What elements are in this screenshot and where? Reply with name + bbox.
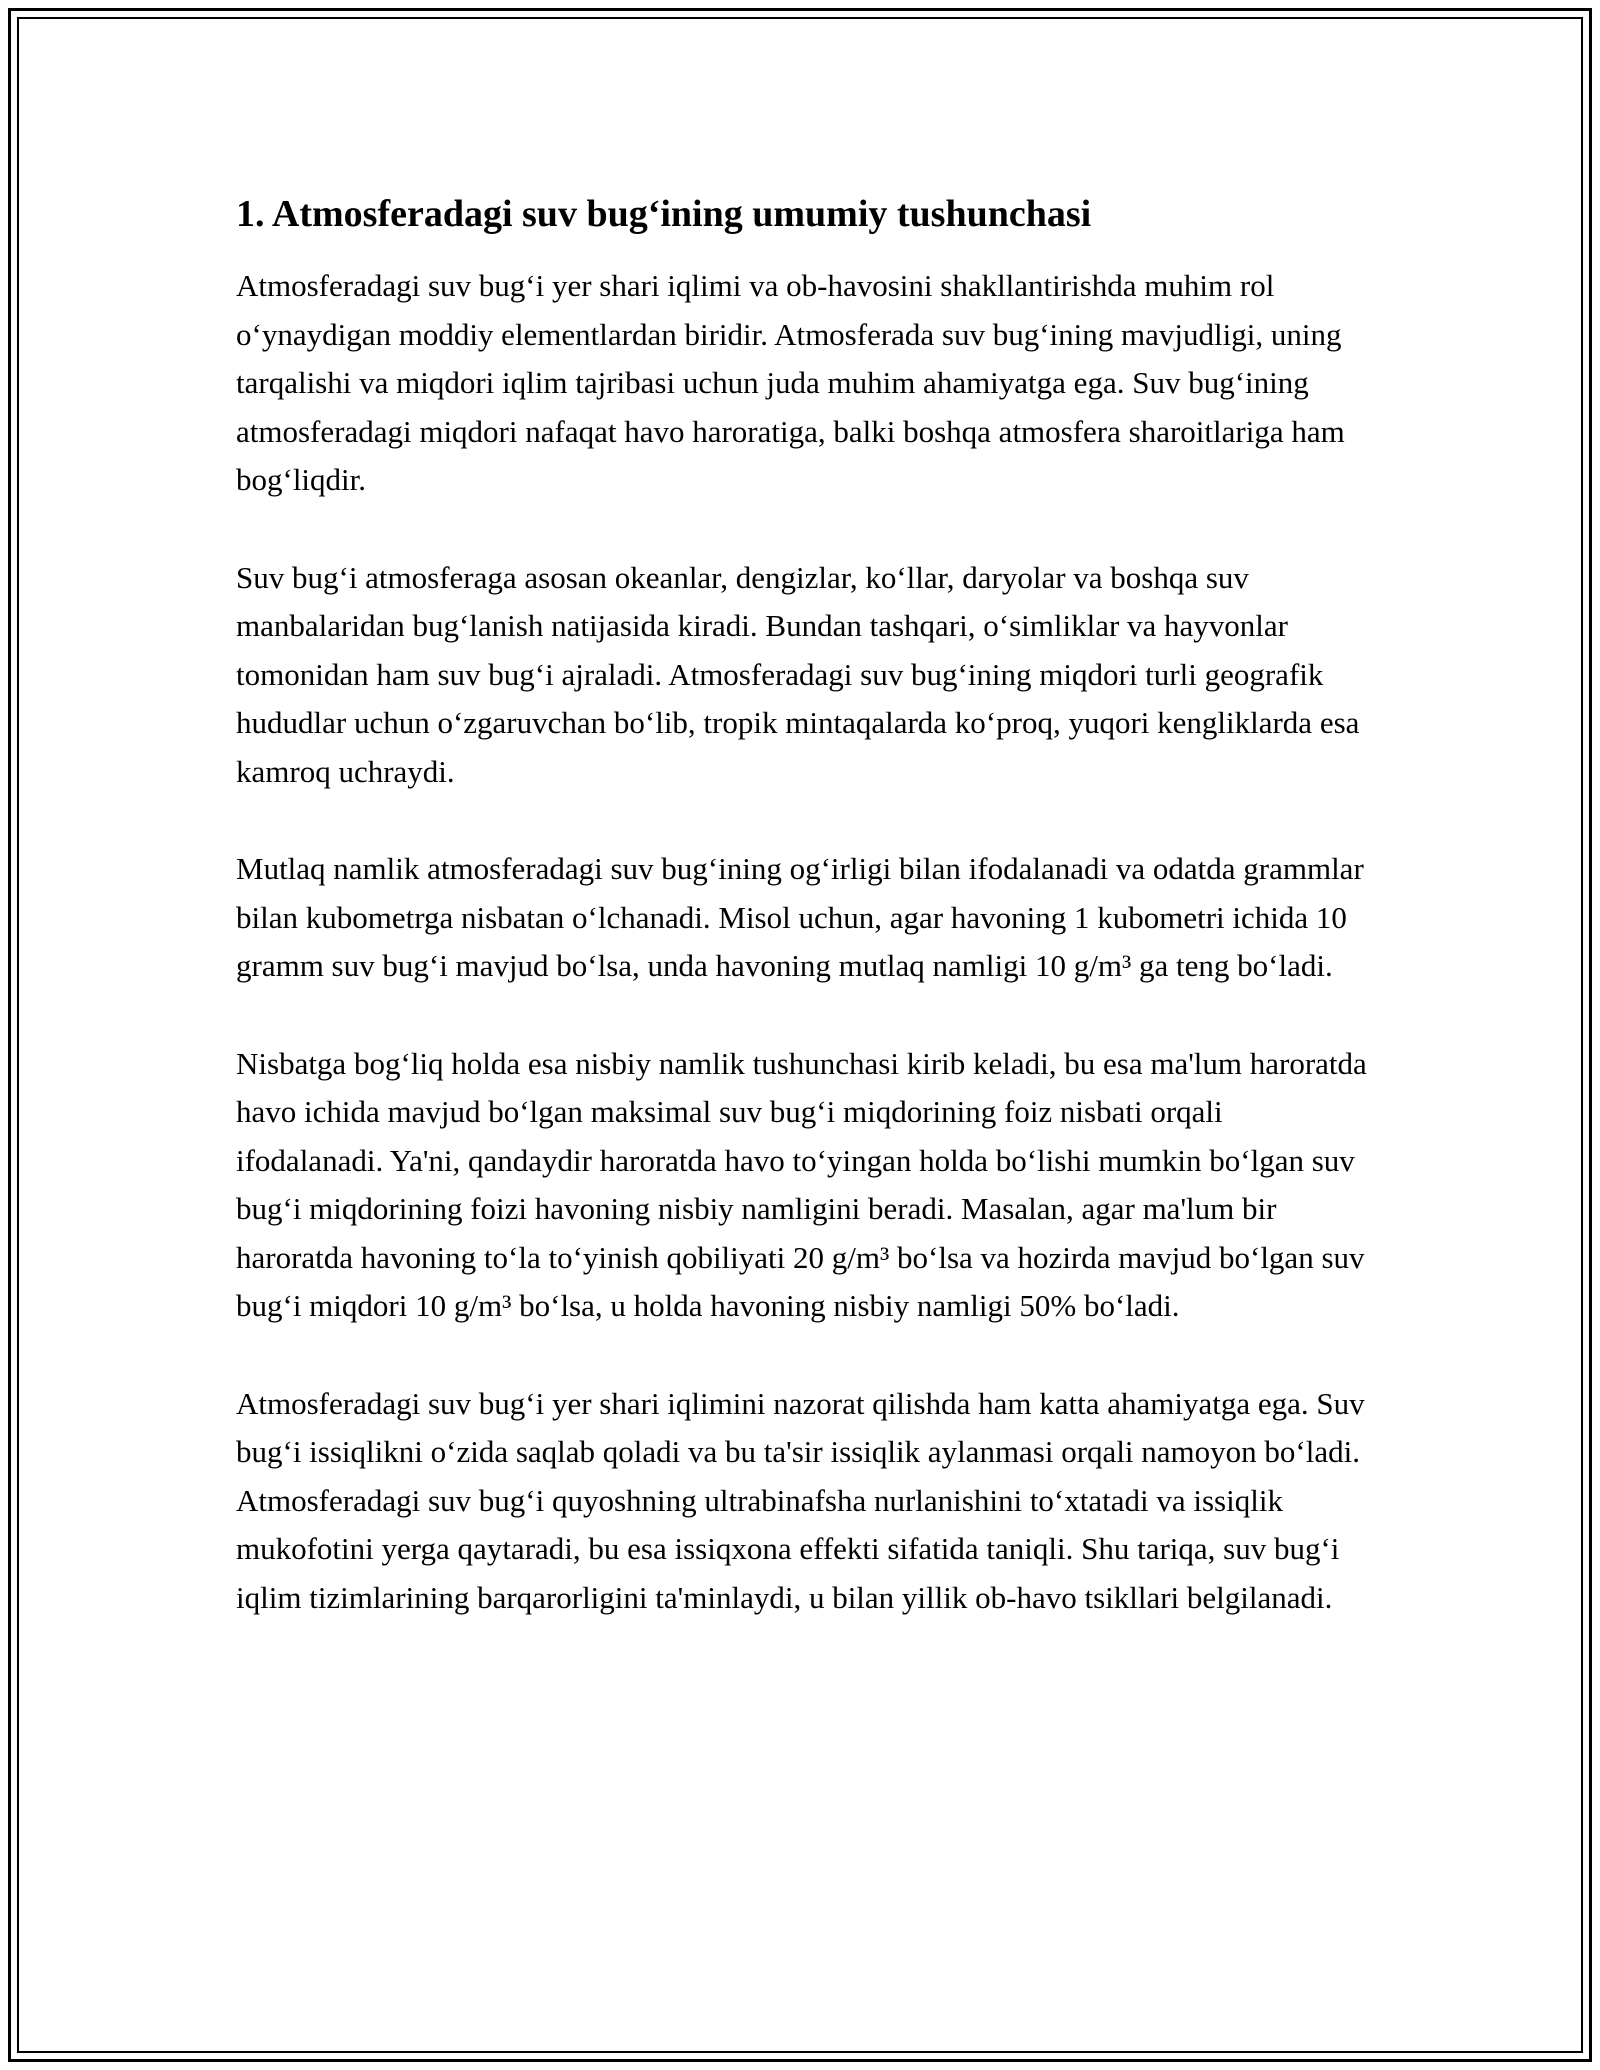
paragraph-4: Nisbatga bog‘liq holda esa nisbiy namlik tushunchasi kirib keladi, bu esa ma'lum haroratda havo ichida mavjud bo‘lgan maksimal suv bug‘i miqdorining foiz nisbati orqali ifodalanadi. Ya'ni, qandaydir haroratda havo to‘yingan holda bo‘lishi mumkin bo‘lgan suv bug‘i miqdorining foizi havoning nisbiy namligini beradi. Masalan, agar ma'lum bir haroratda havoning to‘la to‘yinish qobiliyati 20 g/m³ bo‘lsa va hozirda mavjud bo‘lgan suv bug‘i miqdori 10 g/m³ bo‘lsa, u holda havoning nisbiy namligi 50% bo‘ladi. [236, 1045, 1367, 1324]
paragraph-2: Suv bug‘i atmosferaga asosan okeanlar, dengizlar, ko‘llar, daryolar va boshqa suv manbalaridan bug‘lanish natijasida kiradi. Bundan tashqari, o‘simliklar va hayvonlar tomonidan ham suv bug‘i ajraladi. Atmosferadagi suv bug‘ining miqdori turli geografik hududlar uchun o‘zgaruvchan bo‘lib, tropik mintaqalarda ko‘proq, yuqori kengliklarda esa kamroq uchraydi. [236, 559, 1360, 789]
paragraph-5: Atmosferadagi suv bug‘i yer shari iqlimini nazorat qilishda ham katta ahamiyatga ega. Suv bug‘i issiqlikni o‘zida saqlab qoladi va bu ta'sir issiqlik aylanmasi orqali namoyon bo‘ladi. Atmosferadagi suv bug‘i quyoshning ultrabinafsha nurlanishini to‘xtatadi va issiqlik mukofotini yerga qaytaradi, bu esa issiqxona effekti sifatida taniqli. Shu tariqa, suv bug‘i iqlim tizimlarining barqarorligini ta'minlaydi, u bilan yillik ob-havo tsikllari belgilanadi. [236, 1385, 1365, 1616]
paragraph-1: Atmosferadagi suv bug‘i yer shari iqlimi va ob-havosini shakllantirishda muhim rol o‘ynaydigan moddiy elementlardan biridir. Atmosferada suv bug‘ining mavjudligi, uning tarqalishi va miqdori iqlim tajribasi uchun juda muhim ahamiyatga ega. Suv bug‘ining atmosferadagi miqdori nafaqat havo haroratiga, balki boshqa atmosfera sharoitlariga ham bog‘liqdir. [236, 268, 1345, 498]
section-heading: 1. Atmosferadagi suv bug‘ining umumiy tushunchasi [236, 193, 1092, 235]
document-body [236, 188, 1376, 1671]
paragraph-3: Mutlaq namlik atmosferadagi suv bug‘ining og‘irligi bilan ifodalanadi va odatda grammlar bilan kubometrga nisbatan o‘lchanadi. Misol uchun, agar havoning 1 kubometri ichida 10 gramm suv bug‘i mavjud bo‘lsa, unda havoning mutlaq namligi 10 g/m³ ga teng bo‘ladi. [236, 851, 1364, 984]
